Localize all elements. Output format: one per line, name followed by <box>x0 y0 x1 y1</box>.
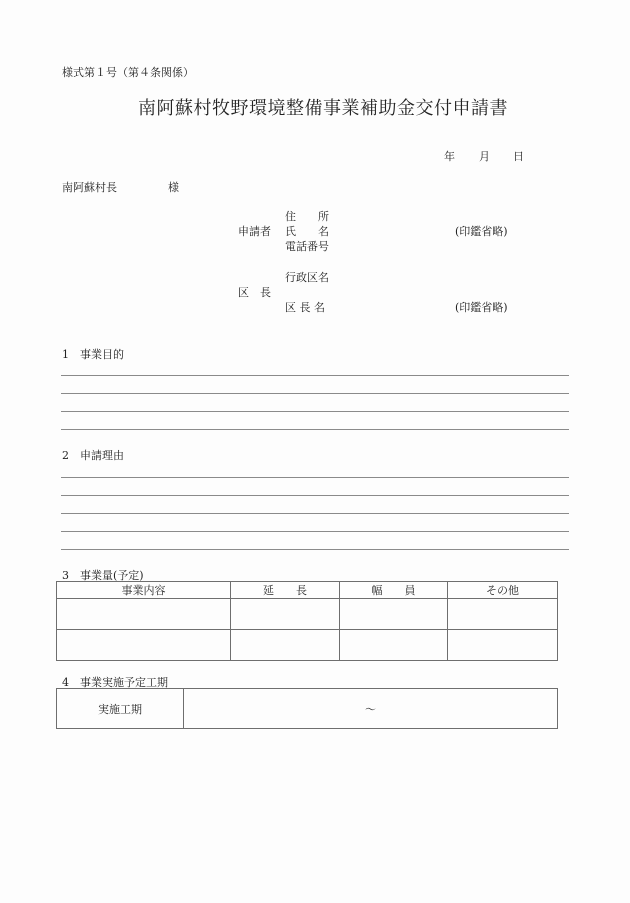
period-row <box>57 689 558 729</box>
cell-width[interactable] <box>340 599 448 630</box>
district-label: 行政区名 <box>285 271 329 284</box>
col-length: 延 長 <box>231 582 340 599</box>
cell-content[interactable] <box>57 630 231 661</box>
form-number: 様式第１号（第４条関係） <box>62 66 194 79</box>
phone-label: 電話番号 <box>285 240 329 253</box>
applicant-seal-note: (印鑑省略) <box>455 225 508 238</box>
table-row <box>57 630 558 661</box>
col-content: 事業内容 <box>57 582 231 599</box>
address-label: 住 所 <box>285 210 329 223</box>
period-value[interactable]: ～ <box>184 689 558 729</box>
addressee-name: 南阿蘇村長 <box>62 181 117 194</box>
purpose-line[interactable] <box>61 411 569 412</box>
reason-line[interactable] <box>61 495 569 496</box>
page-title: 南阿蘇村牧野環境整備事業補助金交付申請書 <box>138 98 508 119</box>
cell-content[interactable] <box>57 599 231 630</box>
reason-heading: 2 申請理由 <box>62 449 124 462</box>
quantity-heading: 3 事業量(予定) <box>62 569 144 582</box>
quantity-table <box>56 581 558 661</box>
district-head-label: 区 長 <box>238 286 271 299</box>
cell-other[interactable] <box>448 599 558 630</box>
cell-other[interactable] <box>448 630 558 661</box>
quantity-header-row <box>57 582 558 599</box>
district-head-name-label: 区 長 名 <box>285 301 325 314</box>
purpose-line[interactable] <box>61 375 569 376</box>
col-width: 幅 員 <box>340 582 448 599</box>
reason-line[interactable] <box>61 477 569 478</box>
reason-line[interactable] <box>61 531 569 532</box>
applicant-label: 申請者 <box>238 225 271 238</box>
name-label: 氏 名 <box>285 225 329 238</box>
table-row <box>57 599 558 630</box>
reason-line[interactable] <box>61 513 569 514</box>
purpose-line[interactable] <box>61 393 569 394</box>
cell-length[interactable] <box>231 599 340 630</box>
purpose-line[interactable] <box>61 429 569 430</box>
cell-width[interactable] <box>340 630 448 661</box>
purpose-heading: 1 事業目的 <box>62 348 124 361</box>
period-table <box>56 688 558 729</box>
cell-length[interactable] <box>231 630 340 661</box>
period-label: 実施工期 <box>57 689 184 729</box>
addressee-honorific: 様 <box>168 181 179 194</box>
date-year: 年 <box>444 150 455 163</box>
date-day: 日 <box>513 150 524 163</box>
district-seal-note: (印鑑省略) <box>455 301 508 314</box>
reason-line[interactable] <box>61 549 569 550</box>
col-other: その他 <box>448 582 558 599</box>
date-month: 月 <box>479 150 490 163</box>
period-heading: 4 事業実施予定工期 <box>62 676 168 689</box>
